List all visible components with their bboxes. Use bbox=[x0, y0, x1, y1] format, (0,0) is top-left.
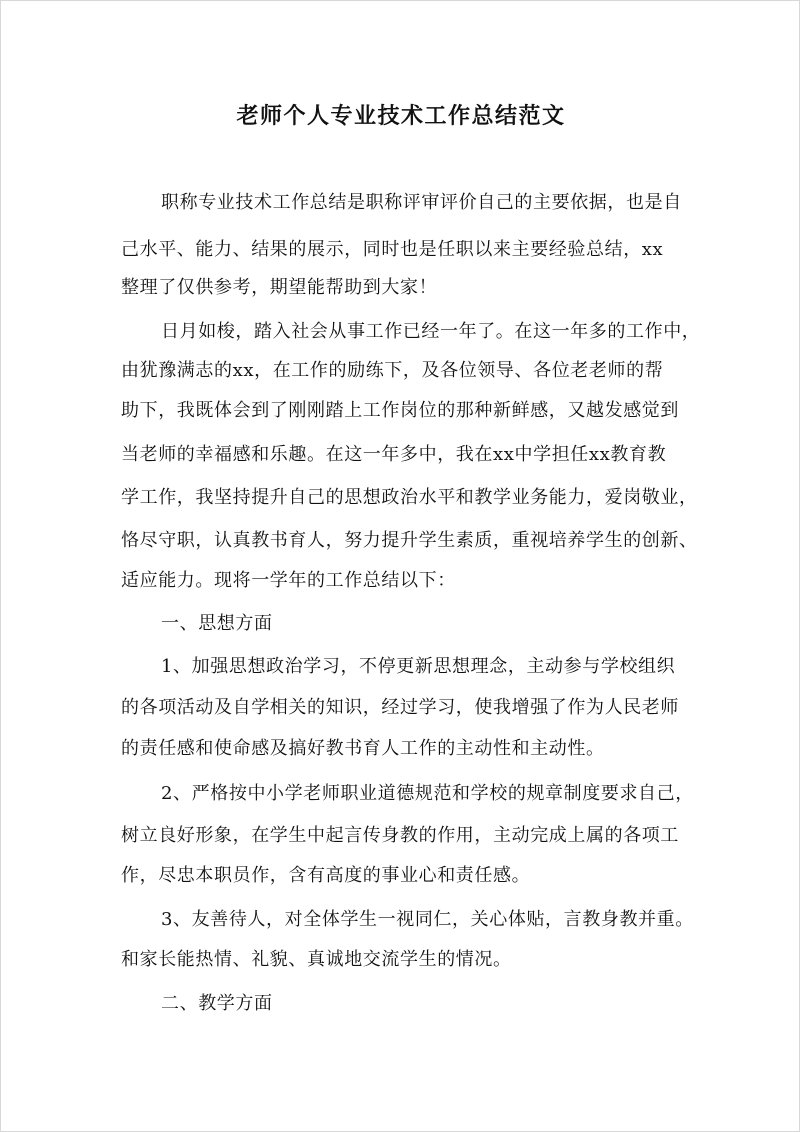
paragraph-line: 职称专业技术工作总结是职称评审评价自己的主要依据，也是自 bbox=[161, 192, 682, 213]
paragraph-line: 当老师的幸福感和乐趣。在这一年多中，我在xx中学担任xx教育教 bbox=[121, 444, 667, 465]
paragraph-line: 作，尽忠本职员作，含有高度的事业心和责任感。 bbox=[121, 865, 531, 886]
paragraph-line: 1、加强思想政治学习，不停更新思想理念，主动参与学校组织 bbox=[161, 656, 676, 677]
section-heading: 二、教学方面 bbox=[161, 993, 273, 1014]
paragraph-line: 3、友善待人，对全体学生一视同仁，关心体贴，言教身教并重。 bbox=[161, 909, 694, 930]
paragraph-line: 由犹豫满志的xx，在工作的励练下，及各位领导、各位老老师的帮 bbox=[121, 360, 664, 381]
paragraph-line: 己水平、能力、结果的展示，同时也是任职以来主要经验总结，xx bbox=[121, 239, 664, 260]
document-title: 老师个人专业技术工作总结范文 bbox=[236, 103, 566, 129]
paragraph-line: 助下，我既体会到了刚刚踏上工作岗位的那种新鲜感，又越发感觉到 bbox=[121, 400, 679, 421]
paragraph-line: 和家长能热情、礼貌、真诚地交流学生的情况。 bbox=[121, 949, 512, 970]
paragraph-line: 学工作，我坚持提升自己的思想政治水平和教学业务能力，爱岗敬业， bbox=[121, 487, 698, 508]
paragraph-line: 的各项活动及自学相关的知识，经过学习，使我增强了作为人民老师 bbox=[121, 697, 679, 718]
section-heading: 一、思想方面 bbox=[161, 613, 273, 634]
paragraph-line: 适应能力。现将一学年的工作总结以下： bbox=[121, 570, 456, 591]
paragraph-line: 的责任感和使命感及搞好教书育人工作的主动性和主动性。 bbox=[121, 738, 605, 759]
paragraph-line: 2、严格按中小学老师职业道德规范和学校的规章制度要求自己， bbox=[161, 783, 694, 804]
paragraph-line: 恪尽守职，认真教书育人，努力提升学生素质，重视培养学生的创新、 bbox=[121, 530, 698, 551]
paragraph-line: 整理了仅供参考，期望能帮助到大家！ bbox=[121, 277, 438, 298]
paragraph-line: 树立良好形象，在学生中起言传身教的作用，主动完成上属的各项工 bbox=[121, 825, 679, 846]
paragraph-line: 日月如梭，踏入社会从事工作已经一年了。在这一年多的工作中， bbox=[161, 321, 701, 342]
